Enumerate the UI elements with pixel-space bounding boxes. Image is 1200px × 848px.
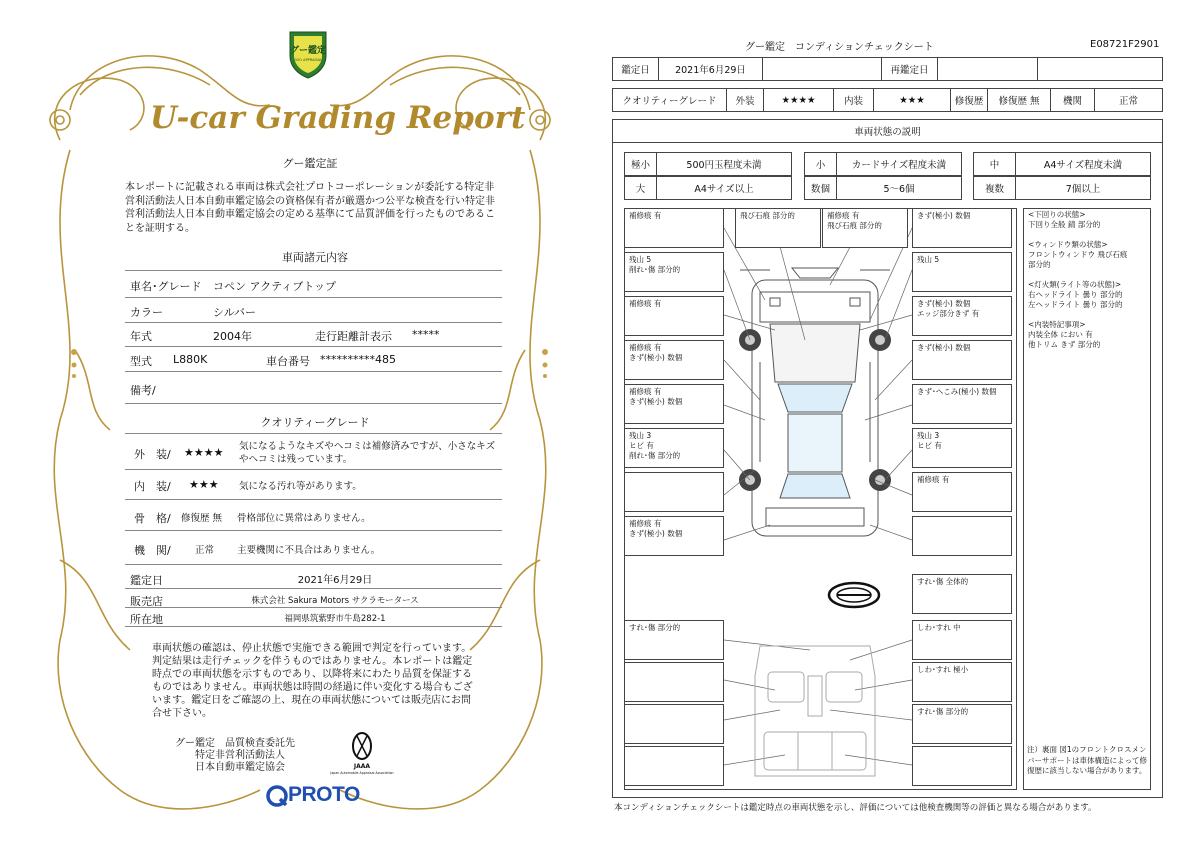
damage-box-right: きず(極小) 数個 bbox=[912, 340, 1012, 380]
chassis-value: **********485 bbox=[320, 353, 396, 366]
date-label-cell: 鑑定日 bbox=[612, 57, 659, 81]
repair-label-cell: 修復歴 bbox=[950, 88, 988, 112]
interior-box-right: しわ･すれ 中 bbox=[912, 620, 1012, 660]
report-script-title: U-car Grading Report bbox=[150, 100, 526, 136]
address-value: 福岡県筑紫野市牛島282-1 bbox=[284, 614, 386, 624]
interior-box-right: しわ･すれ 極小 bbox=[912, 662, 1012, 702]
certificate-note: 車両状態の確認は、停止状態で実施できる範囲で判定を行っています。判定結果は走行チェックを伴うものではありません。本レポートは鑑定時点での車両状態を示すものであり、以降将来にわたり品質を保証するものではありません。車両状態は時間の経過に伴い変化する場合もございます。鑑定日をご確認の上、現在の車両状態については販売店にお問合せ下さい。 bbox=[152, 643, 473, 719]
legend-label-cell: 極小 bbox=[624, 152, 657, 176]
frame-value: 修復歴 無 bbox=[181, 513, 223, 524]
legend-label-cell: 複数 bbox=[973, 176, 1016, 200]
issuer-line-3: 日本自動車鑑定協会 bbox=[195, 762, 285, 773]
legend-label-cell: 数個 bbox=[804, 176, 837, 200]
legend-label-cell: 大 bbox=[624, 176, 657, 200]
year-value: 2004年 bbox=[213, 330, 252, 343]
damage-box-top: 補修痕 有 飛び石痕 部分的 bbox=[822, 208, 908, 248]
special-notes: <下回りの状態> 下回り全般 錆 部分的 <ウィンドウ類の状態> フロントウィンドウ 飛び石痕 部分的 <灯火類(ライト等の状態)> 右ヘッドライト 曇り 部分的 左ヘッドライト 曇り 部分的 <内装特記事項> 内装全体 におい 有 他トリム きず 部分的 bbox=[1028, 210, 1128, 349]
repair-value-cell: 修復歴 無 bbox=[987, 88, 1051, 112]
damage-box-right: きず(極小) 数個 bbox=[912, 208, 1012, 248]
mileage-value: ***** bbox=[412, 328, 440, 341]
legend-value-cell: A4サイズ以上 bbox=[656, 176, 792, 200]
frame-description: 骨格部位に異常はありません。 bbox=[237, 513, 371, 524]
badge-subtext: GOO APPRAISAL bbox=[293, 58, 323, 62]
damage-box-right: きず(極小) 数個 エッジ部分きず 有 bbox=[912, 296, 1012, 336]
damage-box-right: 残山 5 bbox=[912, 252, 1012, 292]
engine-value-cell: 正常 bbox=[1094, 88, 1163, 112]
engine-value: 正常 bbox=[195, 545, 215, 556]
damage-box-left: 残山 3 ヒビ 有 削れ･傷 部分的 bbox=[624, 428, 724, 468]
proto-logo bbox=[266, 783, 376, 809]
legend-label-cell: 中 bbox=[973, 152, 1016, 176]
proto-wordmark: PROTO bbox=[288, 783, 360, 806]
exterior-label: 外 装/ bbox=[134, 448, 171, 461]
damage-box-right: 残山 3 ヒビ 有 bbox=[912, 428, 1012, 468]
issuer-line-2: 特定非営利活動法人 bbox=[195, 750, 285, 761]
exterior-description: 気になるようなキズやヘコミは補修済みですが、小さなキズやヘコミは残っています。 bbox=[239, 441, 496, 465]
model-label: 車名･グレード bbox=[130, 280, 202, 293]
sheet-code: E08721F2901 bbox=[1090, 39, 1160, 50]
date-value-cell: 2021年6月29日 bbox=[658, 57, 763, 81]
model-value: コペン アクティブトップ bbox=[213, 280, 336, 293]
damage-box-top: 飛び石痕 部分的 bbox=[735, 208, 821, 248]
dealer-value: 株式会社 Sakura Motors サクラモータース bbox=[251, 596, 419, 606]
interior-description: 気になる汚れ等があります。 bbox=[239, 481, 362, 492]
engine-description: 主要機関に不具合はありません。 bbox=[237, 545, 381, 556]
interior-box-right: すれ･傷 部分的 bbox=[912, 704, 1012, 744]
legend-value-cell: 500円玉程度未満 bbox=[656, 152, 792, 176]
remarks-label: 備考/ bbox=[130, 384, 156, 397]
date-label: 鑑定日 bbox=[130, 574, 163, 587]
damage-box-left: 補修痕 有 きず(極小) 数個 bbox=[624, 340, 724, 380]
interior-box-left bbox=[624, 746, 724, 786]
damage-box-left: 補修痕 有 きず(極小) 数個 bbox=[624, 384, 724, 424]
interior-stars: ★★★ bbox=[189, 478, 219, 491]
interior-box-left: すれ･傷 部分的 bbox=[624, 620, 724, 660]
exterior-label-cell: 外装 bbox=[726, 88, 764, 112]
legend-value-cell: A4サイズ程度未満 bbox=[1015, 152, 1151, 176]
interior-box-right bbox=[912, 746, 1012, 786]
mileage-label: 走行距離計表示 bbox=[315, 330, 392, 343]
engine-label-cell: 機関 bbox=[1050, 88, 1095, 112]
damage-box-left: 補修痕 有 bbox=[624, 208, 724, 248]
reinspect-label-cell: 再鑑定日 bbox=[881, 57, 938, 81]
certificate-subtitle: グー鑑定証 bbox=[282, 157, 338, 170]
issuer-line-1: グー鑑定 品質検査委託先 bbox=[175, 738, 295, 749]
condition-check-sheet bbox=[600, 0, 1200, 848]
color-value: シルバー bbox=[213, 306, 256, 319]
legend-label-cell: 小 bbox=[804, 152, 837, 176]
sheet-title: グー鑑定 コンディションチェックシート bbox=[745, 42, 934, 53]
damage-box-right bbox=[912, 516, 1012, 556]
exterior-stars-cell: ★★★★ bbox=[763, 88, 834, 112]
interior-stars-cell: ★★★ bbox=[873, 88, 951, 112]
type-label: 型式 bbox=[130, 355, 152, 368]
damage-box-left: 補修痕 有 bbox=[624, 296, 724, 336]
damage-box-left: 残山 5 削れ･傷 部分的 bbox=[624, 252, 724, 292]
grade-heading: クオリティーグレード bbox=[260, 416, 370, 429]
damage-box-right: 補修痕 有 bbox=[912, 472, 1012, 512]
year-label: 年式 bbox=[130, 330, 152, 343]
damage-box-right: きず･へこみ(極小) 数個 bbox=[912, 384, 1012, 424]
chassis-label: 車台番号 bbox=[266, 355, 310, 368]
legend-value-cell: 5～6個 bbox=[836, 176, 962, 200]
car-interior-diagram-icon bbox=[750, 636, 880, 786]
sheet-footer: 本コンディションチェックシートは鑑定時点の車両状態を示し、評価については他検査機関等の評価と異なる場合があります。 bbox=[614, 803, 1097, 813]
damage-box-left bbox=[624, 472, 724, 512]
date-value: 2021年6月29日 bbox=[297, 575, 373, 586]
color-label: カラー bbox=[130, 306, 163, 319]
spec-heading: 車両諸元内容 bbox=[282, 251, 348, 264]
notes-footer: 注）裏面 図1のフロントクロスメンバーサポートは車体構造によって修復歴に該当しない場合があります。 bbox=[1027, 745, 1147, 775]
frame-label: 骨 格/ bbox=[134, 512, 171, 525]
legend-value-cell: 7個以上 bbox=[1015, 176, 1151, 200]
quality-label-cell: クオリティーグレード bbox=[612, 88, 727, 112]
steering-wheel-icon bbox=[826, 580, 882, 610]
type-value: L880K bbox=[173, 353, 208, 366]
steering-damage-box: すれ･傷 全体的 bbox=[912, 574, 1012, 614]
legend-heading: 車両状態の説明 bbox=[612, 119, 1163, 143]
jaaa-text: JAAA bbox=[353, 763, 371, 770]
address-label: 所在地 bbox=[130, 613, 163, 626]
certificate-intro: 本レポートに記載される車両は株式会社プロトコーポレーションが委託する特定非営利活動法人日本自動車鑑定協会の資格保有者が厳選かつ公平な検査を行い特定非営利活動法人日本自動車鑑定協会の定める基準にて品質評価を行ったものであることを証明する。 bbox=[125, 182, 495, 234]
interior-box-left bbox=[624, 704, 724, 744]
damage-box-left: 補修痕 有 きず(極小) 数個 bbox=[624, 516, 724, 556]
goo-badge bbox=[286, 28, 330, 80]
engine-label: 機 関/ bbox=[134, 544, 171, 557]
dealer-label: 販売店 bbox=[130, 595, 163, 608]
exterior-stars: ★★★★ bbox=[184, 446, 224, 459]
jaaa-logo bbox=[332, 730, 392, 780]
interior-label-cell: 内装 bbox=[833, 88, 874, 112]
interior-box-left bbox=[624, 662, 724, 702]
interior-label: 内 装/ bbox=[134, 480, 171, 493]
legend-value-cell: カードサイズ程度未満 bbox=[836, 152, 962, 176]
badge-text: グー鑑定 bbox=[289, 46, 326, 56]
jaaa-subtext: Japan Automobile Appraisal Association bbox=[330, 771, 394, 775]
